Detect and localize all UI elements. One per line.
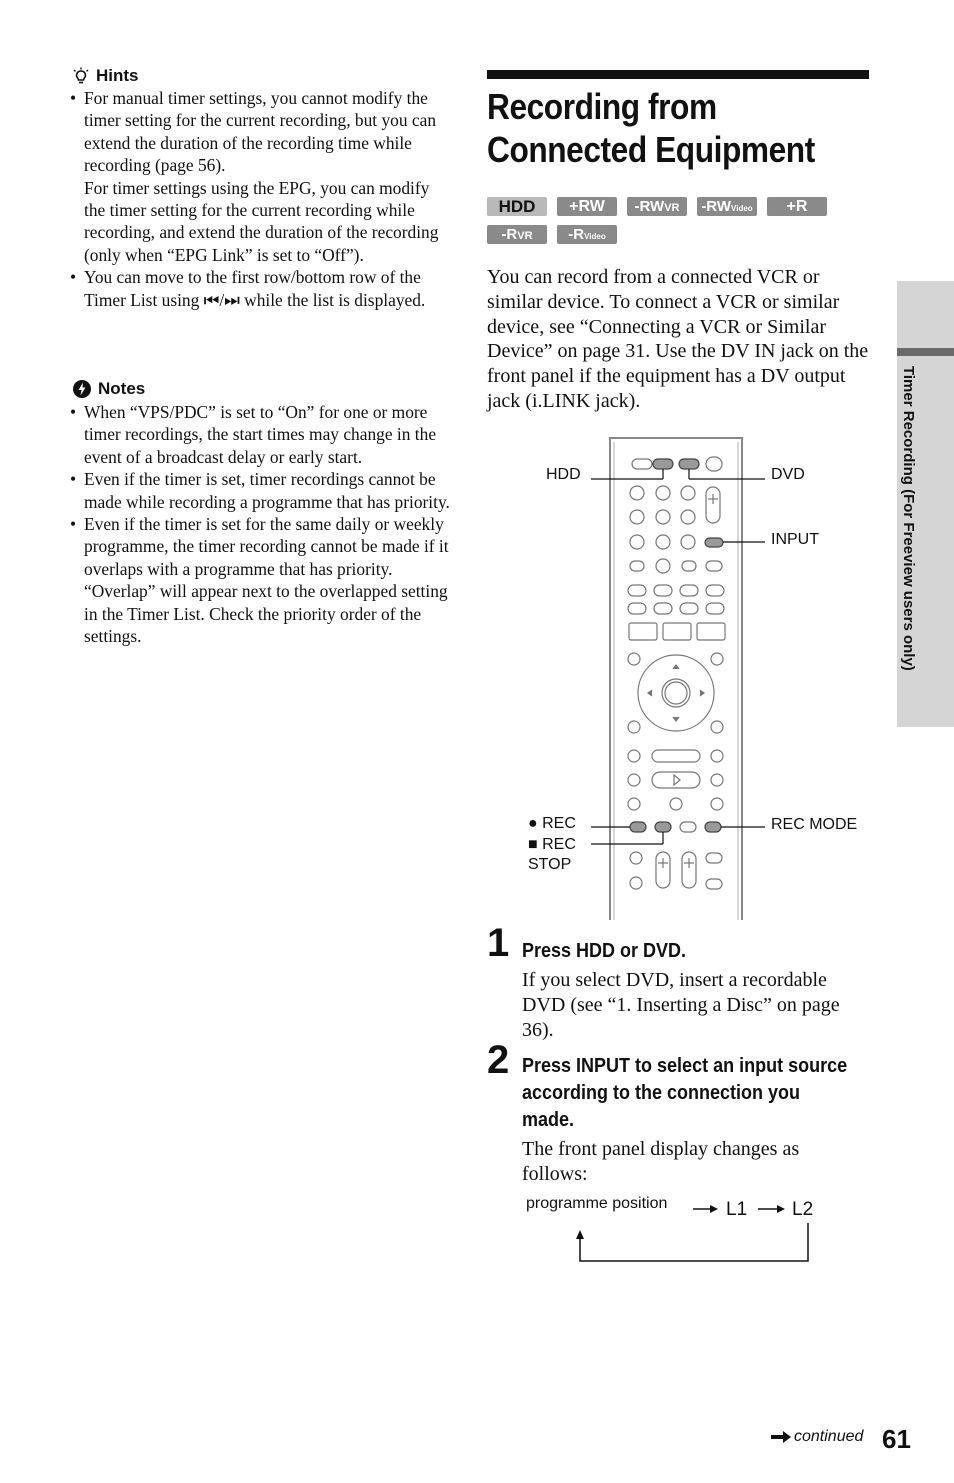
- disc-badge-minus-r-vr: -RVR: [487, 225, 547, 244]
- notes-heading-row: [72, 379, 145, 399]
- page-title: Recording from Connected Equipment: [487, 86, 815, 170]
- dvd-label: DVD: [771, 466, 805, 483]
- intro-paragraph: You can record from a connected VCR or similar device. To connect a VCR or similar device, see “Connecting a VCR or Similar Device” on page 31. Use the DV IN jack on the front panel if the equipment has a DV output jack (i.LINK jack).: [487, 266, 869, 412]
- flow-start-label: programme position: [526, 1195, 668, 1212]
- hints-list: [70, 87, 452, 311]
- step-number: 1: [487, 921, 510, 965]
- step-number: 2: [487, 1038, 510, 1082]
- rec-stop-label: ■ REC STOP: [528, 836, 576, 873]
- disc-badge-minus-rw-video: -RWVideo: [697, 197, 757, 216]
- disc-badge-plus-rw: +RW: [557, 197, 617, 216]
- step-heading: Press INPUT to select an input source according to the connection you made.: [522, 1055, 848, 1131]
- rec-label: ● REC: [528, 815, 576, 832]
- rec-mode-label: REC MODE: [771, 816, 858, 833]
- disc-badge-minus-r-video: -RVideo: [557, 225, 617, 244]
- list-item: • When “VPS/PDC” is set to “On” for one or more timer recordings, the start times may change in the event of a broadcast delay or early start.: [70, 401, 454, 468]
- list-item: • For manual timer settings, you cannot modify the timer setting for the current recording, but you can extend the duration of the recording time while recording (page 56). For timer settings using the EPG, you can modify the timer setting for the current recording while recording, and extend the duration of the recording (only when “EPG Link” is set to “Off”).: [70, 87, 452, 266]
- continued-indicator: continued: [770, 1428, 863, 1446]
- list-item: • You can move to the first row/bottom row of the Timer List using ⏮/⏭ while the list is displayed.: [70, 266, 452, 311]
- step-heading: Press HDD or DVD.: [522, 940, 687, 962]
- notes-heading: Notes: [98, 379, 146, 398]
- disc-badge-minus-rw-vr: -RWVR: [627, 197, 687, 216]
- step-text: If you select DVD, insert a recordable DVD (see “1. Inserting a Disc” on page 36).: [522, 969, 840, 1041]
- chapter-tab-bar: [897, 348, 954, 356]
- notes-icon: [72, 379, 92, 399]
- hints-heading-row: [72, 66, 139, 86]
- notes-list: [70, 401, 454, 647]
- step-text: The front panel display changes as follows:: [522, 1138, 800, 1185]
- disc-badge-hdd: HDD: [487, 197, 547, 216]
- disc-badge-plus-r: +R: [767, 197, 827, 216]
- flow-arrows: [560, 1195, 830, 1270]
- lightbulb-icon: [72, 67, 90, 85]
- input-label: INPUT: [771, 531, 819, 548]
- chapter-tab-label: Timer Recording (For Freeview users only): [900, 366, 917, 671]
- hints-heading: Hints: [96, 66, 139, 85]
- list-item: • Even if the timer is set for the same daily or weekly programme, the timer recording cannot be made if it overlaps with a programme that has priority. “Overlap” will appear next to the overlapped setting in the Timer List. Check the priority order of the settings.: [70, 513, 454, 647]
- list-item: • Even if the timer is set, timer recordings cannot be made while recording a programme that has priority.: [70, 468, 454, 513]
- arrow-right-icon: [770, 1430, 792, 1444]
- flow-l1-label: L1: [726, 1199, 748, 1220]
- flow-l2-label: L2: [792, 1199, 814, 1220]
- page-number: 61: [882, 1424, 911, 1454]
- hdd-label: HDD: [546, 466, 581, 483]
- title-rule: [487, 70, 869, 79]
